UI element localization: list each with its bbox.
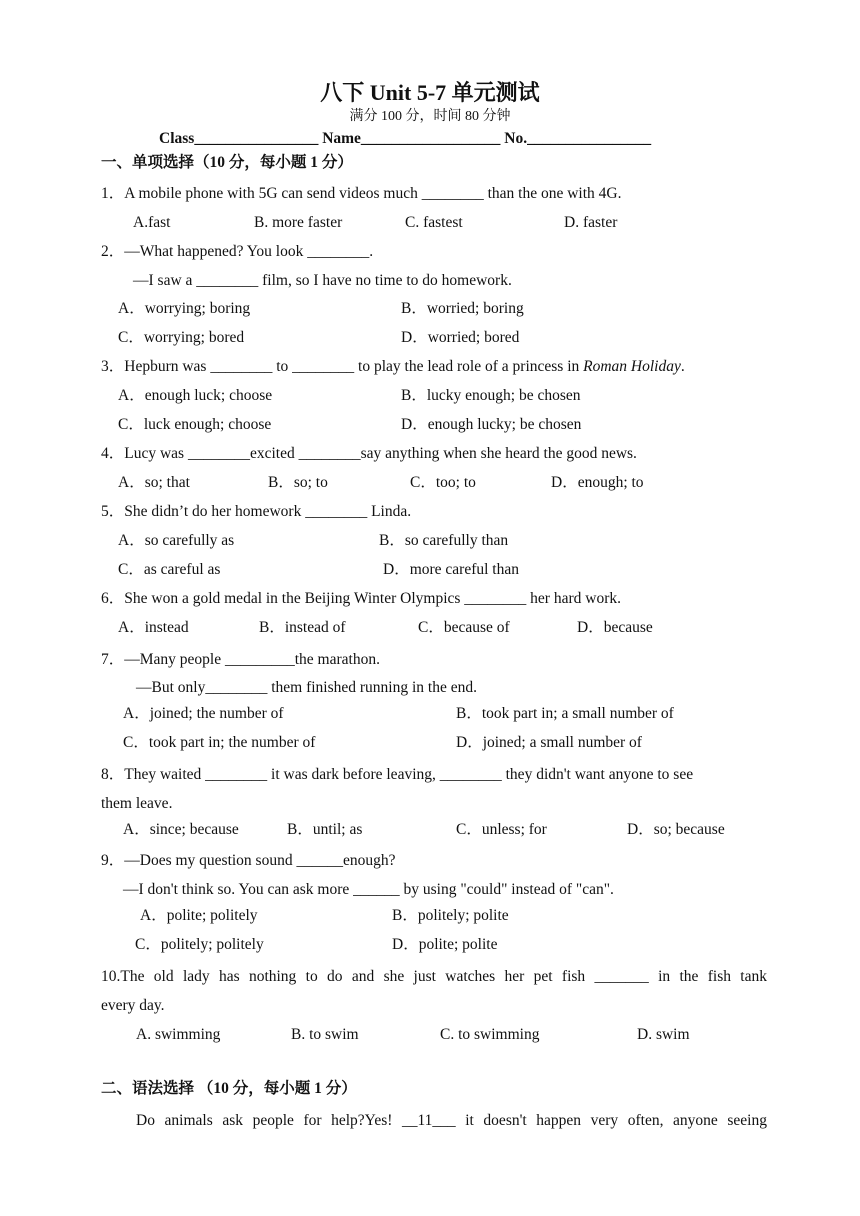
question-5-option-a: A．so carefully as: [118, 532, 235, 549]
question-2-option-a: A．worrying; boring: [118, 300, 251, 317]
grammar-passage-line: Do animals ask people for help?Yes! __11___ it doesn't happen very often, anyone seeing: [136, 1112, 767, 1129]
question-2-stem-line2: —I saw a ________ film, so I have no time to do homework.: [133, 272, 512, 289]
question-3-stem: [101, 357, 685, 377]
question-2-option-d: D．worried; bored: [401, 329, 520, 346]
page-subtitle: 满分 100 分，时间 80 分钟: [349, 109, 511, 124]
question-3-stem-text: 3．Hepburn was ________ to ________ to play the lead role of a princess in: [101, 358, 584, 375]
question-4-option-c: C．too; to: [410, 474, 476, 491]
question-9-option-b: B．politely; polite: [392, 907, 509, 924]
section-heading-grammar: 二、语法选择 （10 分，每小题 1 分）: [101, 1080, 357, 1097]
question-7-option-d: D．joined; a small number of: [456, 734, 642, 751]
question-6-option-c: C．because of: [418, 619, 510, 636]
question-8-stem: 8．They waited ________ it was dark before leaving, ________ they didn't want anyone to see: [101, 766, 694, 783]
question-3-stem-end: .: [680, 358, 685, 375]
question-8-option-b: B．until; as: [287, 821, 363, 838]
question-5-stem: 5．She didn’t do her homework ________ Linda.: [101, 503, 412, 520]
question-1-stem: 1．A mobile phone with 5G can send videos much ________ than the one with 4G.: [101, 185, 622, 202]
page-title: 八下 Unit 5-7 单元测试: [320, 80, 540, 105]
question-3-option-c: C．luck enough; choose: [118, 416, 272, 433]
question-3-option-b: B．lucky enough; be chosen: [401, 387, 581, 404]
question-2-option-c: C．worrying; bored: [118, 329, 245, 346]
question-9-option-c: C．politely; politely: [135, 936, 264, 953]
question-9-stem: 9．—Does my question sound ______enough?: [101, 852, 396, 869]
question-7-option-b: B．took part in; a small number of: [456, 705, 674, 722]
question-8-option-d: D．so; because: [627, 821, 725, 838]
question-4-option-b: B．so; to: [268, 474, 328, 491]
question-4-option-d: D．enough; to: [551, 474, 644, 491]
question-7-option-a: A．joined; the number of: [123, 705, 284, 722]
question-4-option-a: A．so; that: [118, 474, 190, 491]
question-7-stem-line2: —But only________ them finished running in the end.: [136, 679, 477, 696]
question-10-option-a: A. swimming: [136, 1026, 221, 1043]
question-7-option-c: C．took part in; the number of: [123, 734, 316, 751]
question-6-option-a: A．instead: [118, 619, 189, 636]
question-1-option-a: A.fast: [133, 214, 171, 231]
question-8-option-c: C．unless; for: [456, 821, 547, 838]
student-info-line: Class________________ Name__________________ No.________________: [159, 130, 652, 147]
question-10-stem: 10.The old lady has nothing to do and she just watches her pet fish _______ in the fish tank: [101, 968, 767, 985]
section-heading-single-choice: 一、单项选择（10 分，每小题 1 分）: [101, 154, 353, 171]
question-3-option-d: D．enough lucky; be chosen: [401, 416, 582, 433]
question-2-option-b: B．worried; boring: [401, 300, 524, 317]
question-5-option-d: D．more careful than: [383, 561, 519, 578]
question-9-option-a: A．polite; politely: [140, 907, 258, 924]
question-8-option-a: A．since; because: [123, 821, 239, 838]
question-6-stem: 6．She won a gold medal in the Beijing Winter Olympics ________ her hard work.: [101, 590, 621, 607]
question-1-option-d: D. faster: [564, 214, 618, 231]
question-10-option-b: B. to swim: [291, 1026, 359, 1043]
question-4-stem: 4．Lucy was ________excited ________say anything when she heard the good news.: [101, 445, 637, 462]
question-1-option-c: C. fastest: [405, 214, 463, 231]
question-9-stem-line2: —I don't think so. You can ask more ______ by using "could" instead of "can".: [123, 881, 614, 898]
question-6-option-d: D．because: [577, 619, 653, 636]
question-3-film-title: Roman Holiday: [583, 358, 681, 375]
question-10-option-c: C. to swimming: [440, 1026, 540, 1043]
question-5-option-b: B．so carefully than: [379, 532, 509, 549]
question-7-stem: 7．—Many people _________the marathon.: [101, 651, 380, 668]
question-10-option-d: D. swim: [637, 1026, 690, 1043]
question-8-stem-line2: them leave.: [101, 795, 173, 812]
question-1-option-b: B. more faster: [254, 214, 343, 231]
question-9-option-d: D．polite; polite: [392, 936, 498, 953]
question-5-option-c: C．as careful as: [118, 561, 221, 578]
question-6-option-b: B．instead of: [259, 619, 346, 636]
question-10-stem-line2: every day.: [101, 997, 165, 1014]
question-3-option-a: A．enough luck; choose: [118, 387, 273, 404]
question-2-stem: 2．—What happened? You look ________.: [101, 243, 374, 260]
